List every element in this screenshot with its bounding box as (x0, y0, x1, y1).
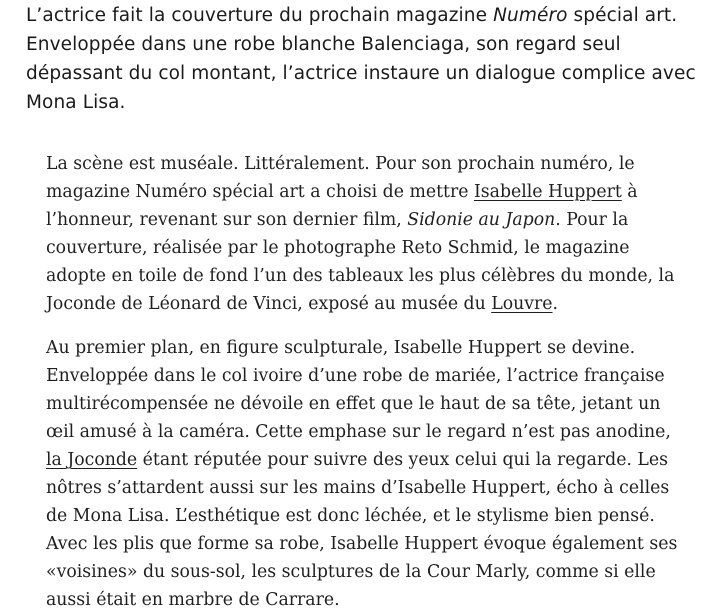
louvre-link[interactable]: Louvre (491, 294, 553, 314)
paragraph-1-text-b: à l’honneur, revenant sur son dernier film, (46, 182, 638, 230)
paragraph-2-text-a: Au premier plan, en figure sculpturale, Isabelle Huppert se devine. Enveloppée dans le col ivoire d’une robe de mariée, l’actrice française multirécompensée ne dévoile en effet que le haut de sa tête, jetant un œil amusé à la caméra. Cette emphase sur le regard n’est pas anodine, (46, 338, 671, 442)
paragraph-1-text-c: . Pour la couverture, réalisée par le photographe Reto Schmid, le magazine adopte en toile de fond l’un des tableaux les plus célèbres du monde, la Joconde de Léonard de Vinci, exposé au musée du (46, 210, 675, 314)
isabelle-huppert-link[interactable]: Isabelle Huppert (473, 182, 622, 202)
film-title: Sidonie au Japon (407, 210, 556, 230)
lede-text-start: L’actrice fait la couverture du prochain magazine (26, 5, 494, 26)
article-paragraph-1 (46, 150, 686, 318)
article-lede (26, 1, 698, 117)
lede-text-end: spécial art. Enveloppée dans une robe blanche Balenciaga, son regard seul dépassant du col montant, l’actrice instaure un dialogue complice avec Mona Lisa. (26, 5, 696, 113)
paragraph-1-text-d: . (552, 294, 559, 314)
la-joconde-link[interactable]: la Joconde (46, 450, 138, 470)
lede-magazine-name: Numéro (493, 5, 568, 26)
paragraph-1-text-a: La scène est muséale. Littéralement. Pour son prochain numéro, le magazine Numéro spécial art a choisi de mettre (46, 154, 635, 202)
article-paragraph-2 (46, 334, 686, 614)
paragraph-2-text-b: étant réputée pour suivre des yeux celui qui la regarde. Les nôtres s’attardent aussi sur les mains d’Isabelle Huppert, écho à celles de Mona Lisa. L’esthétique est donc léchée, et le stylisme bien pensé. Avec les plis que forme sa robe, Isabelle Huppert évoque également ses «voisines» du sous-sol, les sculptures de la Cour Marly, comme si elle aussi était en marbre de Carrare. (46, 450, 678, 610)
